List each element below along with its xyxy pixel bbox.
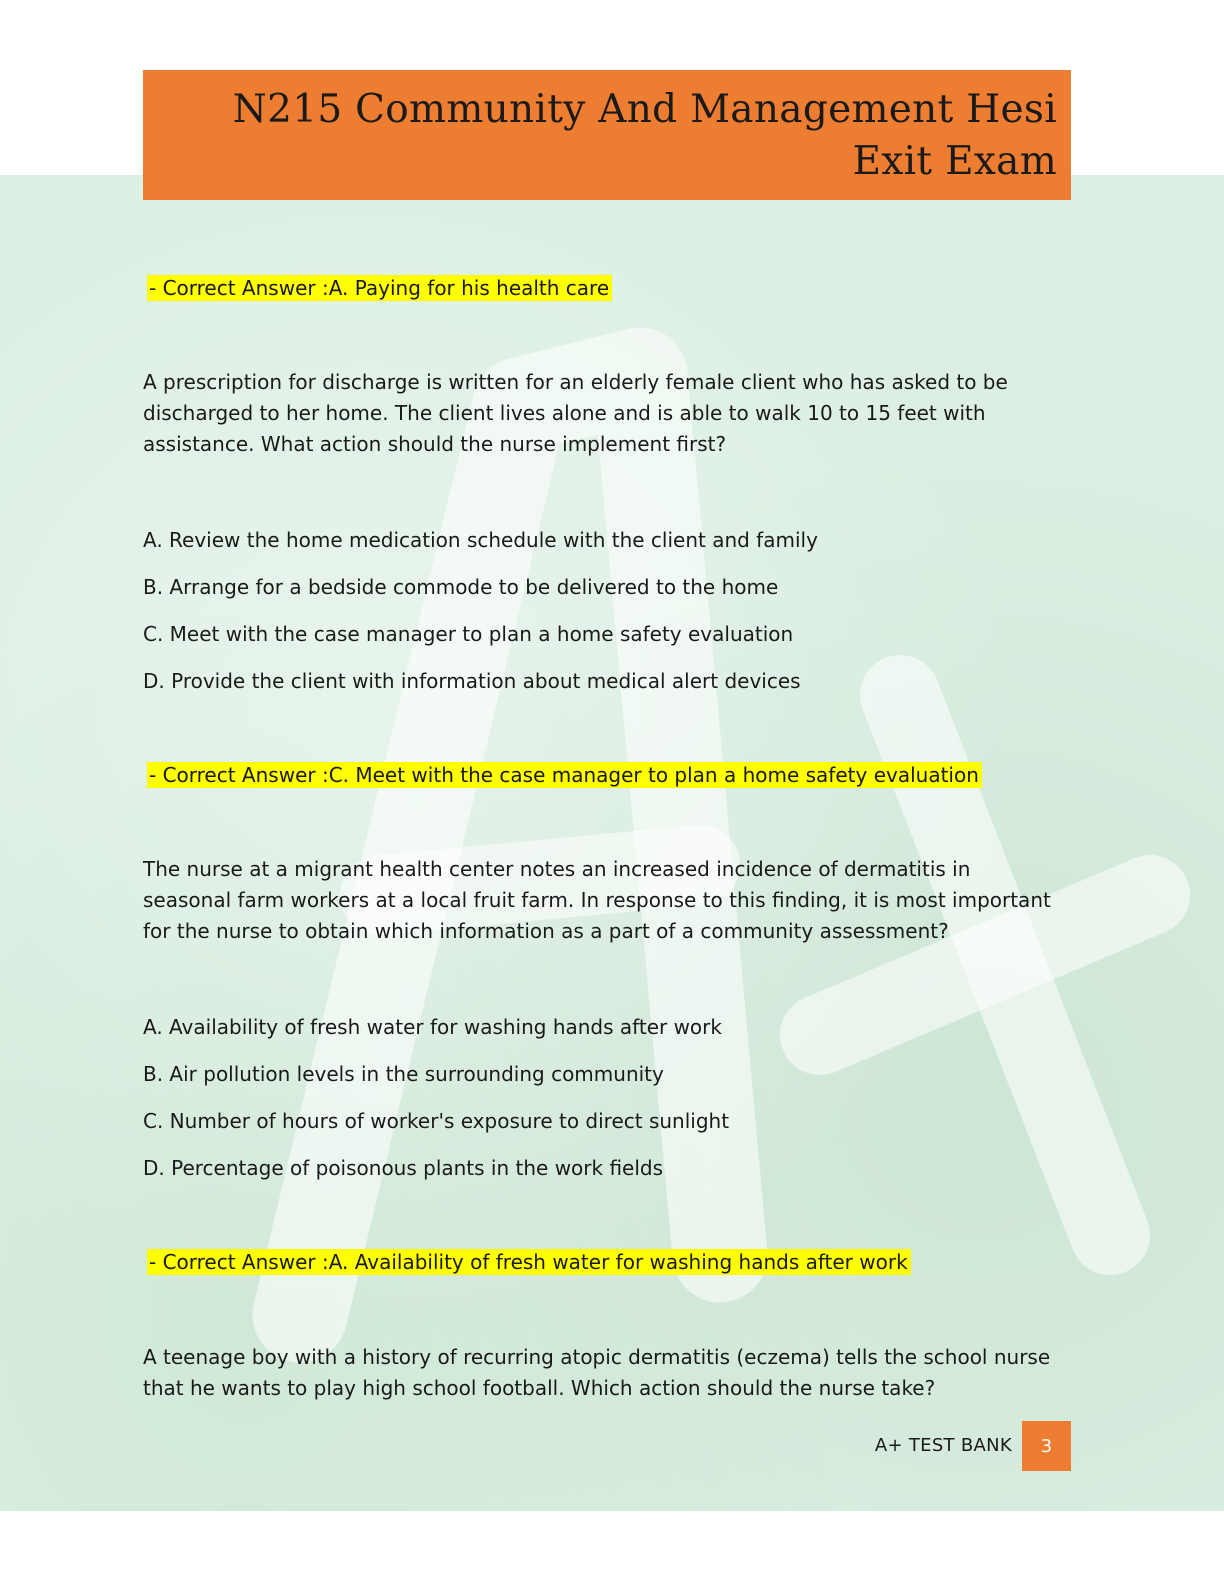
- question-2-option-a: A. Review the home medication schedule with the client and family: [143, 528, 818, 552]
- title-line-1: N215 Community And Management Hesi: [232, 87, 1057, 132]
- title-banner: [143, 70, 1071, 200]
- question-2-option-d: D. Provide the client with information about medical alert devices: [143, 669, 801, 693]
- correct-answer-1: - Correct Answer :A. Paying for his health care: [147, 275, 612, 301]
- correct-answer-3: - Correct Answer :A. Availability of fresh water for washing hands after work: [147, 1249, 911, 1275]
- question-2-text: A prescription for discharge is written for an elderly female client who has asked to be discharged to her home. The client lives alone and is able to walk 10 to 15 feet with assistance. What action should the nurse implement first?: [143, 370, 1008, 456]
- question-2-option-b: B. Arrange for a bedside commode to be delivered to the home: [143, 575, 779, 599]
- correct-answer-2: - Correct Answer :C. Meet with the case manager to plan a home safety evaluation: [147, 762, 982, 788]
- question-3-option-d: D. Percentage of poisonous plants in the work fields: [143, 1156, 664, 1180]
- question-3-option-c: C. Number of hours of worker's exposure to direct sunlight: [143, 1109, 730, 1133]
- question-4-text: A teenage boy with a history of recurring atopic dermatitis (eczema) tells the school nurse that he wants to play high school football. Which action should the nurse take?: [143, 1345, 1051, 1400]
- question-3-option-a: A. Availability of fresh water for washing hands after work: [143, 1015, 722, 1039]
- question-2-option-c: C. Meet with the case manager to plan a home safety evaluation: [143, 622, 794, 646]
- footer-label: A+ TEST BANK: [874, 1435, 1012, 1456]
- question-3-text: The nurse at a migrant health center notes an increased incidence of dermatitis in seasonal farm workers at a local fruit farm. In response to this finding, it is most important for the nurse to obtain which information as a part of a community assessment?: [143, 857, 1051, 943]
- title-line-2: Exit Exam: [852, 139, 1057, 184]
- page-number: 3: [1040, 1435, 1053, 1457]
- page-number-badge: [1022, 1421, 1071, 1471]
- document-title: [143, 84, 1057, 188]
- question-3-option-b: B. Air pollution levels in the surrounding community: [143, 1062, 664, 1086]
